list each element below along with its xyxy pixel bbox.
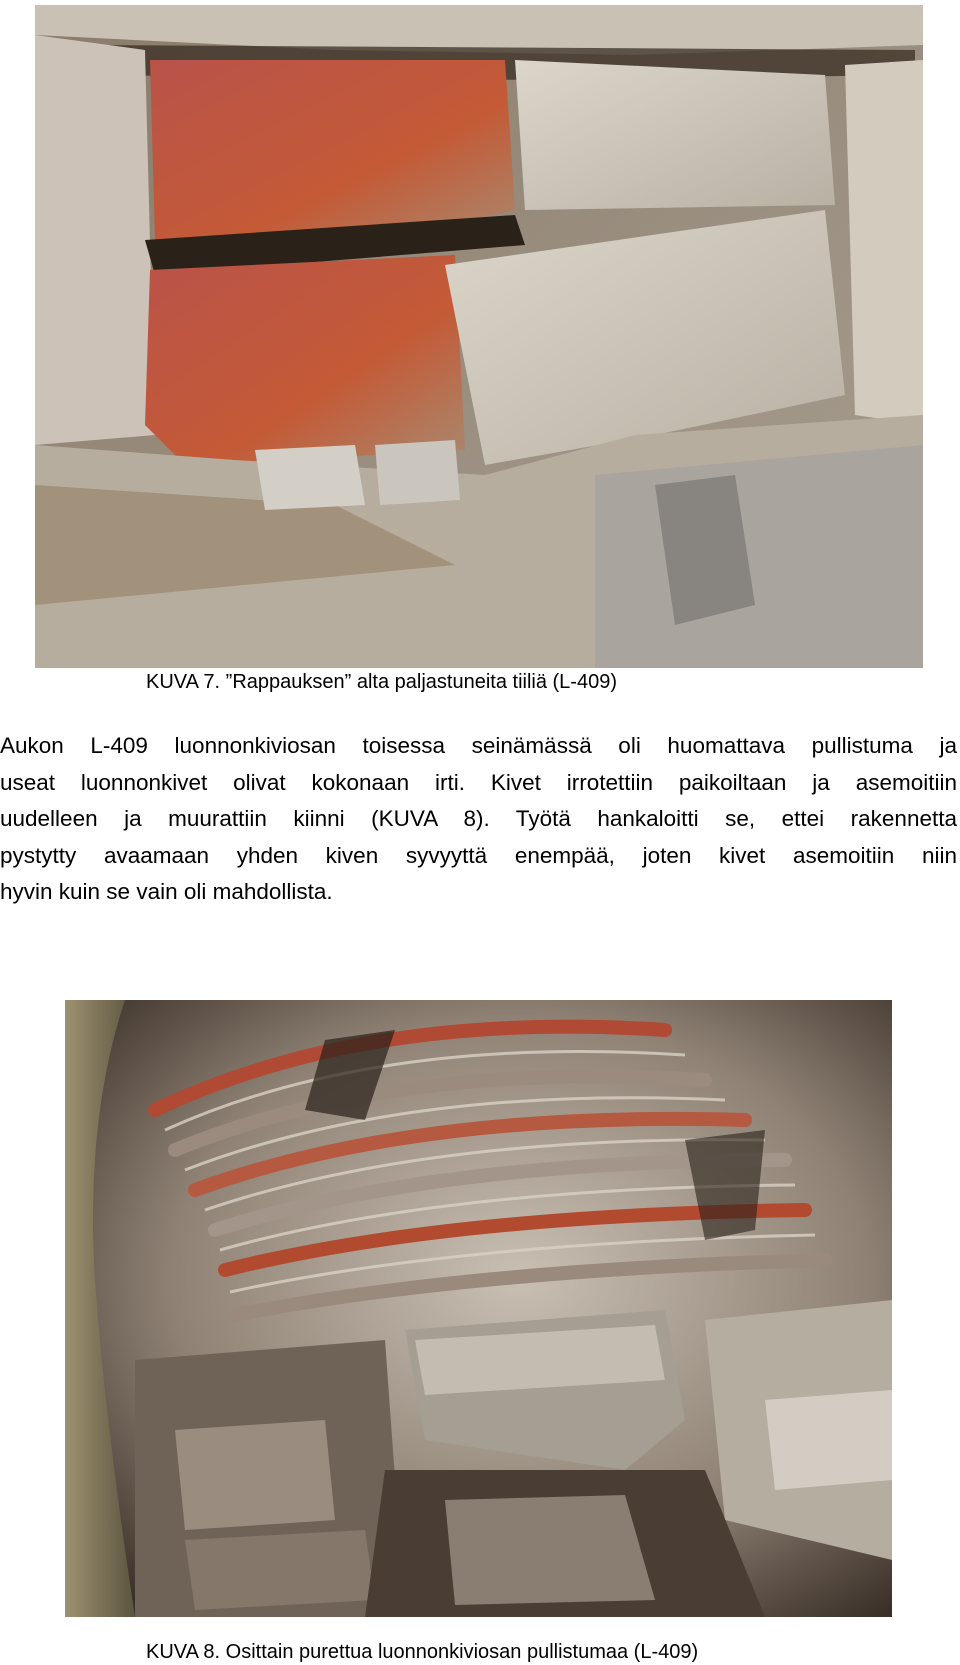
paragraph-line: Aukon L-409 luonnonkiviosan toisessa seinämässä oli huomattava pullistuma ja — [0, 733, 957, 758]
body-paragraph — [0, 728, 957, 911]
figure-8-caption: KUVA 8. Osittain purettua luonnonkiviosan pullistumaa (L-409) — [146, 1641, 699, 1663]
paragraph-line: pystytty avaamaan yhden kiven syvyyttä enempää, joten kivet asemoitiin niin — [0, 842, 957, 868]
figure-8-photo — [65, 1000, 892, 1617]
figure-7-photo — [35, 5, 923, 668]
paragraph-line: hyvin kuin se vain oli mahdollista. — [0, 879, 333, 904]
figure-7-illustration — [35, 5, 923, 668]
figure-7-caption: KUVA 7. ”Rappauksen” alta paljastuneita tiiliä (L-409) — [146, 671, 617, 693]
figure-8-illustration — [65, 1000, 892, 1617]
paragraph-line: uudelleen ja muurattiin kiinni (KUVA 8). Työtä hankaloitti se, ettei rakennetta — [0, 806, 957, 831]
paragraph-line: useat luonnonkivet olivat kokonaan irti. Kivet irrotettiin paikoiltaan ja asemoitiin — [0, 769, 957, 795]
